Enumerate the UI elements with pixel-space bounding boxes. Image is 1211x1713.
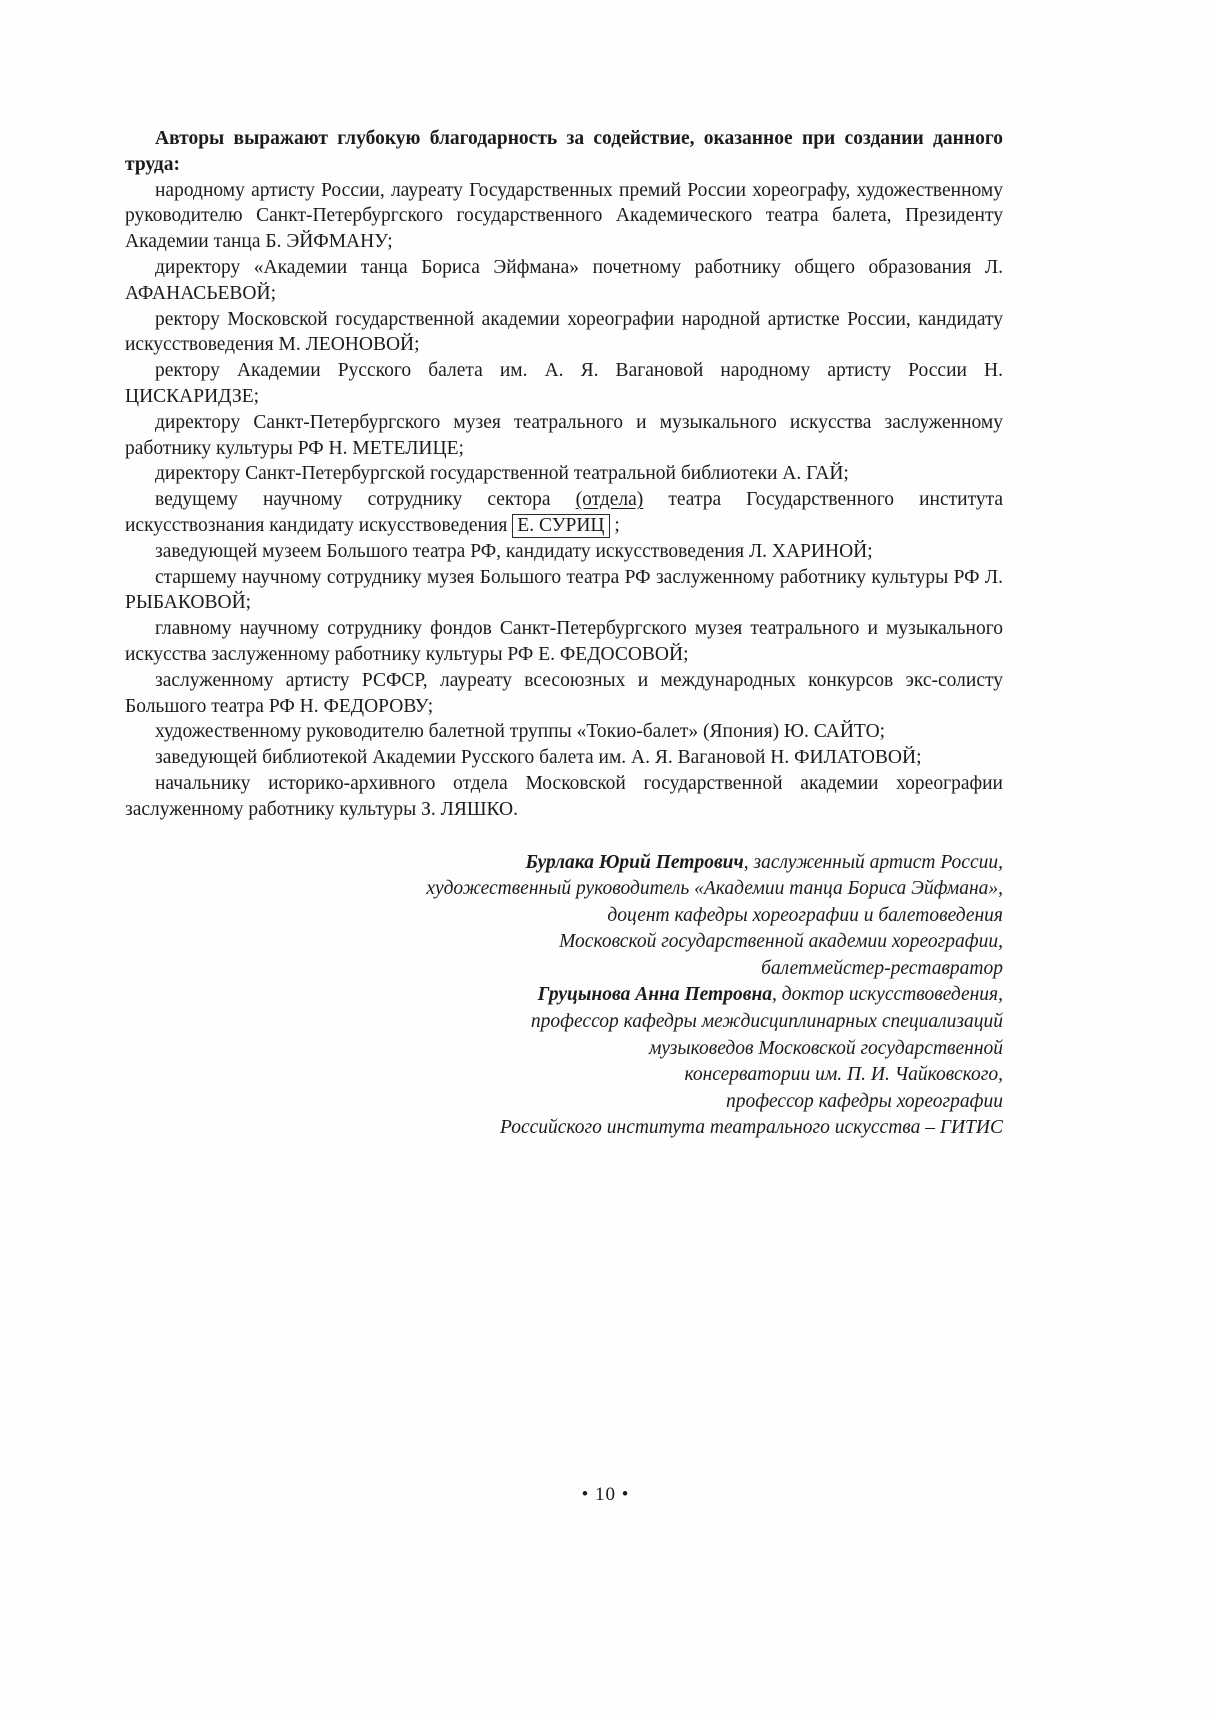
text-segment: художественный руководитель «Академии танца Бориса Эйфмана», — [426, 878, 1003, 900]
text-segment: народному артисту России, лауреату Государственных премий России хореографу, художественному руководителю Санкт-Петербургского государственного Академического театра балета, Президенту Академии танца Б. ЭЙФМАНУ; — [125, 179, 1008, 253]
text-segment: , доктор искусствоведения, — [772, 984, 1003, 1006]
acknowledgement-paragraph — [125, 178, 1008, 255]
acknowledgement-paragraph — [125, 539, 1003, 565]
bold-text: Бурлака Юрий Петрович — [525, 851, 744, 873]
acknowledgement-paragraph — [125, 358, 1008, 410]
acknowledgement-paragraph — [125, 307, 1008, 359]
boxed-text: Е. СУРИЦ — [512, 514, 609, 538]
page-number: • 10 • — [581, 1484, 630, 1505]
text-segment: ректору Академии Русского балета им. А. Я. Вагановой народному артисту России Н. ЦИСКАРИДЗЕ; — [125, 360, 1008, 407]
signature-block — [125, 850, 1003, 1143]
acknowledgement-intro: Авторы выражают глубокую благодарность за содействие, оказанное при создании данного труда: — [125, 128, 1003, 175]
signature-line — [125, 1009, 1003, 1036]
acknowledgement-paragraph — [125, 565, 1008, 617]
acknowledgement-paragraph — [125, 410, 1008, 462]
signature-line — [125, 1115, 1003, 1142]
acknowledgement-paragraph — [125, 461, 1003, 487]
text-segment: заведующей музеем Большого театра РФ, кандидату искусствоведения Л. ХАРИНОЙ; — [155, 540, 873, 562]
signature-line — [125, 956, 1003, 983]
text-segment: главному научному сотруднику фондов Санкт-Петербургского музея театрального и музыкального искусства заслуженному работнику культуры РФ Е. ФЕДОСОВОЙ; — [125, 618, 1008, 665]
text-segment: профессор кафедры хореографии — [725, 1090, 1003, 1112]
text-segment: консерватории им. П. И. Чайковского, — [684, 1064, 1003, 1086]
text-segment: старшему научному сотруднику музея Большого театра РФ заслуженному работнику культуры РФ Л. РЫБАКОВОЙ; — [125, 566, 1008, 614]
signature-line — [125, 1036, 1003, 1063]
text-segment: ; — [609, 514, 620, 536]
signature-line — [125, 903, 1003, 930]
text-segment: директору «Академии танца Бориса Эйфмана» почетному работнику общего образования Л. АФАНАСЬЕВОЙ; — [125, 256, 1008, 304]
text-segment: ведущему научному сотруднику сектора — [155, 489, 576, 511]
text-segment: балетмейстер-реставратор — [761, 957, 1003, 979]
text-segment: директору Санкт-Петербургской государственной театральной библиотеки А. ГАЙ; — [155, 463, 849, 485]
text-segment: директору Санкт-Петербургского музея театрального и музыкального искусства заслуженному работнику культуры РФ Н. МЕТЕЛИЦЕ; — [125, 411, 1008, 459]
text-segment: заведующей библиотекой Академии Русского балета им. А. Я. Вагановой Н. ФИЛАТОВОЙ; — [155, 747, 922, 769]
text-segment: доцент кафедры хореографии и балетоведения — [607, 904, 1003, 926]
signature-line — [125, 850, 1003, 877]
text-segment: , заслуженный артист России, — [743, 851, 1003, 873]
signature-line — [125, 1062, 1003, 1089]
signature-line — [125, 982, 1003, 1009]
signature-line — [125, 929, 1003, 956]
acknowledgement-paragraph — [125, 255, 1008, 307]
acknowledgement-paragraph — [125, 616, 1008, 668]
acknowledgement-paragraph — [125, 719, 1003, 745]
text-segment: театра Государственного института искусствознания кандидату искусствоведения — [125, 489, 1008, 536]
text-segment: начальнику историко-архивного отдела Московской государственной академии хореографии заслуженному работнику культуры З. ЛЯШКО. — [125, 772, 1008, 820]
text-segment: ректору Московской государственной академии хореографии народной артистке России, кандидату искусствоведения М. ЛЕОНОВОЙ; — [125, 308, 1008, 356]
text-segment: Московской государственной академии хореографии, — [559, 931, 1003, 953]
acknowledgements-list — [125, 178, 1008, 823]
signature-line — [125, 1089, 1003, 1116]
text-segment: заслуженному артисту РСФСР, лауреату всесоюзных и международных конкурсов экс-солисту Большого театра РФ Н. ФЕДОРОВУ; — [125, 669, 1008, 717]
text-segment: профессор кафедры междисциплинарных специализаций — [530, 1011, 1003, 1033]
signature-line — [125, 876, 1003, 903]
text-segment: музыковедов Московской государственной — [648, 1037, 1003, 1059]
acknowledgement-paragraph — [125, 771, 1008, 823]
acknowledgement-paragraph — [125, 487, 1008, 539]
acknowledgement-paragraph — [125, 668, 1008, 720]
bold-text: Груцынова Анна Петровна — [537, 984, 773, 1006]
acknowledgement-paragraph — [125, 745, 1003, 771]
underline-text: (отдела) — [575, 489, 644, 511]
text-segment: художественному руководителю балетной труппы «Токио-балет» (Япония) Ю. САЙТО; — [155, 721, 886, 743]
text-block — [125, 126, 1008, 1142]
text-segment: Российского института театрального искусства – ГИТИС — [499, 1117, 1003, 1139]
